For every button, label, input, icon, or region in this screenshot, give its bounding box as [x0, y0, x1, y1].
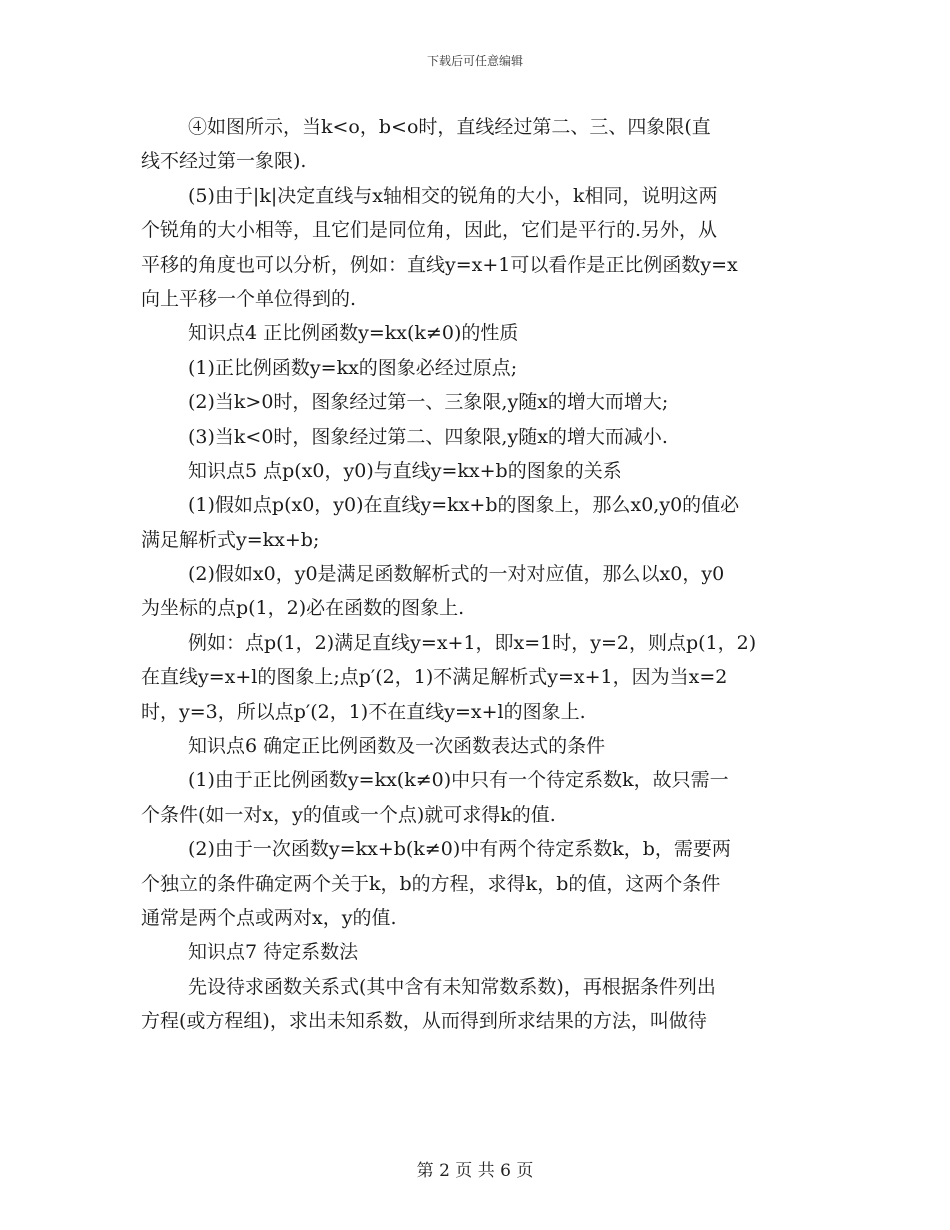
body-line: 在直线y=x+l的图象上;点p′(2，1)不满足解析式y=x+1，因为当x=2 [141, 666, 728, 689]
section-heading: 知识点7 待定系数法 [188, 941, 359, 964]
section-heading: 知识点4 正比例函数y=kx(k≠0)的性质 [188, 322, 519, 345]
body-line: (1)假如点p(x0，y0)在直线y=kx+b的图象上，那么x0,y0的值必 [188, 494, 740, 517]
body-line: (1)由于正比例函数y=kx(k≠0)中只有一个待定系数k，故只需一 [188, 769, 729, 792]
body-line: 平移的角度也可以分析，例如：直线y=x+1可以看作是正比例函数y=x [141, 253, 738, 276]
body-line: 个条件(如一对x，y的值或一个点)就可求得k的值. [141, 803, 556, 826]
body-line: 通常是两个点或两对x，y的值. [141, 906, 397, 929]
body-line: (2)当k>0时，图象经过第一、三象限,y随x的增大而增大; [188, 391, 669, 414]
page-header: 下载后可任意编辑 [426, 54, 523, 68]
body-line: (3)当k<0时，图象经过第二、四象限,y随x的增大而减小. [188, 425, 668, 448]
body-line: 线不经过第一象限). [141, 150, 307, 173]
section-heading: 知识点6 确定正比例函数及一次函数表达式的条件 [188, 735, 606, 758]
body-line: 个独立的条件确定两个关于k，b的方程，求得k，b的值，这两个条件 [141, 872, 721, 895]
page-number: 第 2 页 共 6 页 [416, 1161, 534, 1181]
body-line: ④如图所示，当k<o，b<o时，直线经过第二、三、四象限(直 [188, 116, 711, 138]
body-line: (1)正比例函数y=kx的图象必经过原点; [188, 356, 518, 379]
document-body [141, 110, 813, 1039]
body-line: 为坐标的点p(1，2)必在函数的图象上. [141, 597, 465, 620]
body-line: (2)假如x0，y0是满足函数解析式的一对对应值，那么以x0，y0 [188, 563, 725, 586]
body-line: 个锐角的大小相等，且它们是同位角，因此，它们是平行的.另外，从 [141, 219, 718, 242]
body-line: 向上平移一个单位得到的. [141, 287, 357, 310]
body-line: 例如：点p(1，2)满足直线y=x+1，即x=1时，y=2，则点p(1，2) [188, 631, 757, 654]
section-heading: 知识点5 点p(x0，y0)与直线y=kx+b的图象的关系 [188, 459, 622, 482]
body-line: (5)由于|k|决定直线与x轴相交的锐角的大小，k相同，说明这两 [188, 184, 718, 207]
body-line: (2)由于一次函数y=kx+b(k≠0)中有两个待定系数k，b，需要两 [188, 838, 731, 861]
body-line: 方程(或方程组)，求出未知系数，从而得到所求结果的方法，叫做待 [141, 1010, 707, 1033]
body-line: 满足解析式y=kx+b; [141, 528, 320, 551]
body-line: 时，y=3，所以点p′(2，1)不在直线y=x+l的图象上. [141, 700, 586, 723]
body-line: 先设待求函数关系式(其中含有未知常数系数)，再根据条件列出 [188, 975, 716, 998]
